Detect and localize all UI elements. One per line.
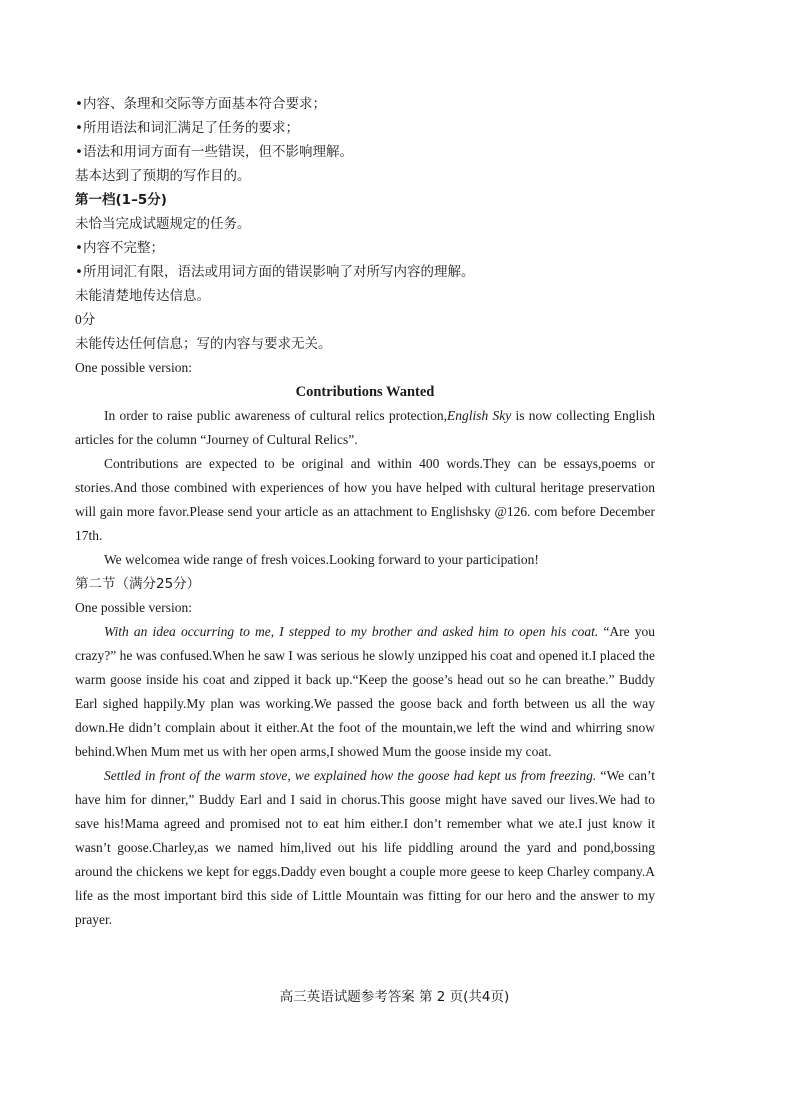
essay-title: Contributions Wanted [295, 384, 435, 400]
paragraph-text: “Are you crazy?” he was confused.When he saw I was serious he slowly unzipped his coat and opened it.I placed the warm goose inside his coat and zipped it back up.“Keep the goose’s head out so he can breathe.” Buddy Earl sighed happily.My plan was working.We passed the goose back and forth between us all the way down.He didn’t complain about it either.At the foot of the mountain,we left the wind and whirring snow behind.When Mum met us with her open arms,I showed Mum the goose inside my coat. [75, 624, 655, 759]
paragraph-text: is now collecting English articles for the column “Journey of Cultural Relics”. [75, 408, 656, 447]
paragraph-text: “We can’t have him for dinner,” Buddy Earl and I said in chorus.This goose might have saved our lives.We had to save his!Mama agreed and promised not to eat him either.I don’t remember what we ate.I just know it wasn’t goose.Charley,as we named him,lived out his life piddling around the yard and pond,bossing around the chickens we kept for eggs.Daddy even bought a couple more geese to keep Charley company.A life as the most important bird this side of Little Mountain was fitting for our hero and the answer to my prayer. [75, 768, 655, 927]
essay-paragraph [75, 404, 655, 452]
given-opening-sentence: Settled in front of the warm stove, we explained how the goose had kept us from freezing. [104, 768, 597, 783]
criteria-summary: 未能清楚地传达信息。 [75, 288, 210, 304]
criteria-summary: 基本达到了预期的写作目的。 [75, 168, 251, 184]
level1-intro: 未恰当完成试题规定的任务。 [75, 216, 251, 232]
criteria-bullet: •语法和用词方面有一些错误，但不影响理解。 [75, 144, 353, 160]
essay-paragraph: Contributions are expected to be original and within 400 words.They can be essays,poems or stories.And those combined with experiences of how you have helped with cultural heritage preservation will gain more favor.Please send your article as an attachment to Englishsky @126. com before December 17th. [75, 456, 655, 543]
story-paragraph [75, 620, 655, 764]
given-opening-sentence: With an idea occurring to me, I stepped to my brother and asked him to open his coat. [104, 624, 599, 639]
zero-heading: 0分 [75, 312, 96, 327]
version-label: One possible version: [75, 360, 192, 375]
section2-heading: 第二节（满分25分） [75, 576, 201, 592]
zero-text: 未能传达任何信息；写的内容与要求无关。 [75, 336, 332, 352]
level1-heading: 第一档(1–5分) [75, 192, 167, 208]
criteria-bullet: •内容、条理和交际等方面基本符合要求； [75, 96, 326, 112]
criteria-bullet: •内容不完整； [75, 240, 164, 256]
page-footer: 高三英语试题参考答案 第 2 页(共4页) [279, 989, 510, 1005]
essay-paragraph: We welcomea wide range of fresh voices.Looking forward to your participation! [104, 552, 539, 567]
version-label: One possible version: [75, 600, 192, 615]
story-paragraph [75, 764, 655, 932]
magazine-name: English Sky [447, 408, 512, 423]
answer-page [75, 92, 655, 932]
criteria-bullet: •所用词汇有限，语法或用词方面的错误影响了对所写内容的理解。 [75, 264, 475, 280]
criteria-bullet: •所用语法和词汇满足了任务的要求； [75, 120, 299, 136]
paragraph-text: In order to raise public awareness of cultural relics protection, [104, 408, 448, 423]
